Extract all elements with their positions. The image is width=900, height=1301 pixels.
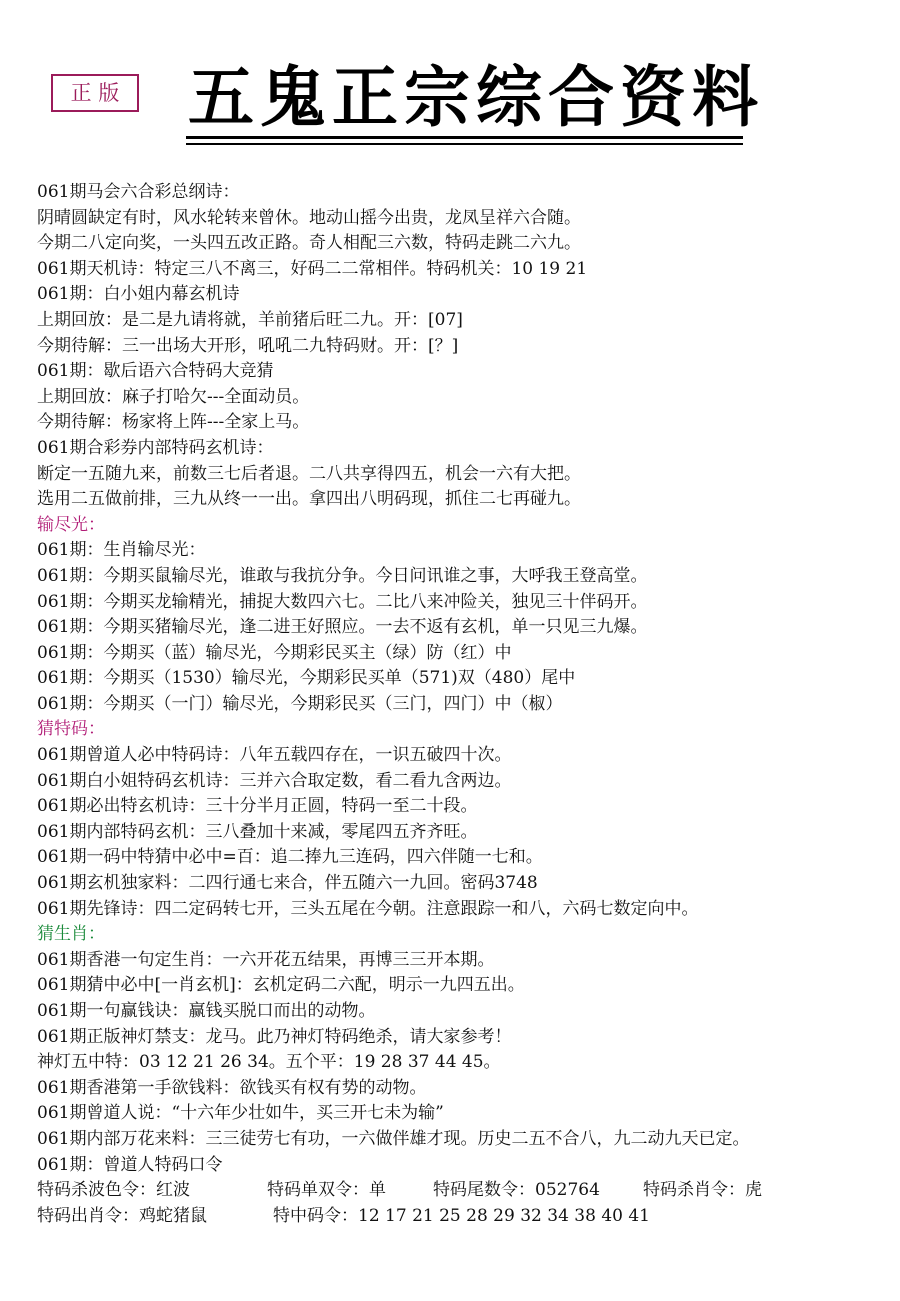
text-line: 061期：今期买（一门）输尽光，今期彩民买（三门，四门）中（椒） (37, 693, 563, 714)
text-line: 061期猜中必中[一肖玄机]：玄机定码二六配，明示一九四五出。 (37, 975, 525, 996)
text-line: 阴晴圆缺定有时，风水轮转来曾休。地动山摇今出贵，龙凤呈祥六合随。 (37, 207, 581, 228)
text-line: 061期：今期买猪输尽光，逢二进王好照应。一去不返有玄机，单一只见三九爆。 (37, 617, 648, 638)
text-line: 061期：今期买鼠输尽光，谁敢与我抗分争。今日问讯谁之事，大呼我王登高堂。 (37, 565, 648, 586)
text-line: 061期曾道人必中特码诗：八年五载四存在，一识五破四十次。 (37, 745, 512, 766)
text-line: 061期马会六合彩总纲诗： (37, 182, 240, 202)
command-item: 特码出肖令：鸡蛇猪鼠 (37, 1205, 207, 1226)
text-line: 061期玄机独家料：二四行通七来合，伴五随六一九回。密码3748 (37, 873, 538, 894)
text-line: 061期白小姐特码玄机诗：三并六合取定数，看二看九含两边。 (37, 770, 512, 791)
text-line: 断定一五随九来，前数三七后者退。二八共享得四五，机会一六有大把。 (37, 463, 581, 484)
title-underline-secondary (186, 143, 743, 145)
text-line: 061期合彩券内部特码玄机诗： (37, 437, 274, 458)
text-line: 061期天机诗：特定三八不离三，好码二二常相伴。特码机关：10 19 21 (37, 258, 588, 279)
text-line: 061期：今期买（蓝）输尽光，今期彩民买主（绿）防（红）中 (37, 642, 512, 663)
page-title: 五鬼正宗综合资料 (188, 59, 764, 136)
text-line: 061期一句赢钱诀：赢钱买脱口而出的动物。 (37, 1001, 376, 1021)
text-line: 上期回放：是二是九请将就，羊前猪后旺二九。开：[07] (37, 309, 463, 330)
section-heading-guess-zodiac: 猜生肖： (37, 924, 105, 945)
text-line: 选用二五做前排，三九从终一一出。拿四出八明码现，抓住二七再碰九。 (37, 489, 581, 510)
text-line: 今期二八定向奖，一头四五改正路。奇人相配三六数，特码走跳二六九。 (37, 233, 581, 254)
text-line: 061期：歇后语六合特码大竞猜 (37, 361, 274, 382)
command-item: 特中码令：12 17 21 25 28 29 32 34 38 40 41 (273, 1205, 650, 1226)
text-line: 061期一码中特猜中必中=百：追二捧九三连码，四六伴随一七和。 (37, 847, 543, 868)
command-item: 特码杀波色令：红波 (37, 1180, 190, 1201)
edition-badge: 正 版 (51, 74, 139, 112)
text-line: 061期必出特玄机诗：三十分半月正圆，特码一至二十段。 (37, 796, 478, 817)
text-line: 今期待解：三一出场大开形，吼吼二九特码财。开：[？] (37, 335, 459, 356)
text-line: 神灯五中特：03 12 21 26 34。五个平：19 28 37 44 45。 (37, 1052, 501, 1073)
text-line: 061期内部特码玄机：三八叠加十来减，零尾四五齐齐旺。 (37, 821, 478, 842)
text-line: 061期香港第一手欲钱料：欲钱买有权有势的动物。 (37, 1077, 427, 1098)
text-line: 061期：今期买（1530）输尽光，今期彩民买单（571)双（480）尾中 (37, 668, 576, 689)
text-line: 061期曾道人说：“十六年少壮如牛，买三开七未为输” (37, 1103, 444, 1124)
text-line: 今期待解：杨家将上阵---全家上马。 (37, 412, 310, 433)
text-line: 061期正版神灯禁支：龙马。此乃神灯特码绝杀，请大家参考！ (37, 1026, 512, 1047)
command-item: 特码单双令：单 (267, 1180, 386, 1201)
text-line: 061期香港一句定生肖：一六开花五结果，再博三三开本期。 (37, 949, 495, 970)
command-row (37, 1204, 887, 1230)
content-body (37, 180, 887, 1229)
command-row (37, 1178, 887, 1204)
title-underline (186, 136, 743, 139)
text-line: 061期内部万花来料：三三徒劳七有功，一六做伴雄才现。历史二五不合八，九二动九天已定。 (37, 1128, 750, 1149)
text-line: 061期：白小姐内幕玄机诗 (37, 284, 240, 305)
command-item: 特码尾数令：052764 (433, 1180, 600, 1201)
text-line: 061期：曾道人特码口令 (37, 1154, 223, 1175)
text-line: 061期先锋诗：四二定码转七开，三头五尾在今朝。注意跟踪一和八，六码七数定向中。 (37, 898, 699, 919)
text-line: 061期：生肖输尽光： (37, 540, 206, 561)
section-heading-guess-code: 猜特码： (37, 719, 105, 740)
text-line: 上期回放：麻子打哈欠---全面动员。 (37, 386, 310, 407)
section-heading-lose-all: 输尽光： (37, 514, 105, 535)
command-item: 特码杀肖令：虎 (643, 1180, 762, 1201)
text-line: 061期：今期买龙输精光，捕捉大数四六七。二比八来冲险关，独见三十伴码开。 (37, 591, 648, 612)
